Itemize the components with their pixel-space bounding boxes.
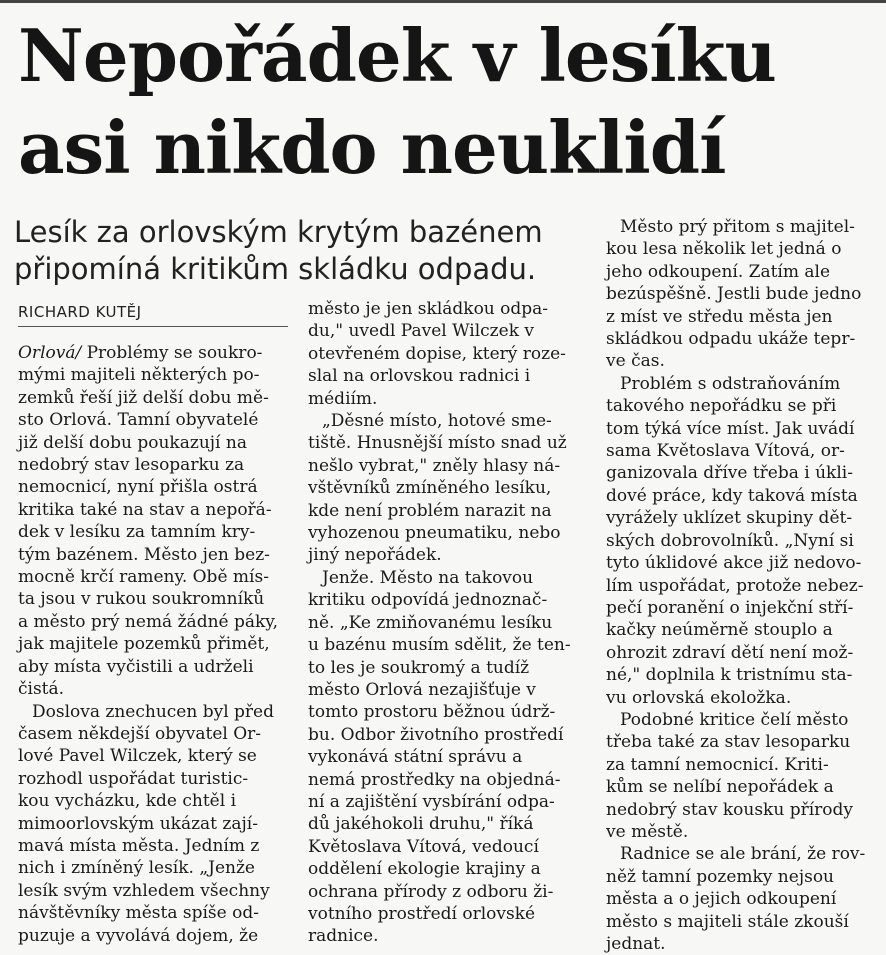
text-line: tým bazénem. Město jen bez- — [18, 544, 270, 565]
text-line: otevřeném dopise, který roze- — [308, 343, 566, 364]
text-line: sama Květoslava Vítová, or- — [606, 441, 845, 462]
article-column-1 — [18, 342, 290, 947]
text-line: nešlo vybrat," zněly hlasy ná- — [308, 455, 561, 476]
text-line: votního prostředí orlovské — [308, 903, 536, 924]
text-line: vyrážely uklízet skupiny dět- — [606, 508, 853, 529]
text-line: Jenže. Město na takovou — [322, 567, 534, 588]
text-line: kou lesa několik let jedná o — [606, 239, 842, 260]
text-line: ve městě. — [606, 821, 689, 842]
text-line: pečí poranění o injekční stří- — [606, 597, 854, 618]
text-line: takového nepořádku se při — [606, 396, 837, 417]
text-line: dů jakéhokoli druhu," říká — [308, 814, 534, 835]
text-line: né," doplnila k tristnímu sta- — [606, 665, 853, 686]
text-line: u bazénu musím sdělit, že ten- — [308, 635, 571, 656]
text-line: třeba také za stav lesoparku — [606, 732, 851, 753]
text-line: Podobné kritice čelí město — [620, 709, 849, 730]
text-line: časem někdejší obyvatel Or- — [18, 723, 262, 744]
article-column-2 — [308, 298, 593, 948]
text-line: mocně krčí rameny. Obě mís- — [18, 567, 269, 588]
headline — [18, 10, 878, 194]
text-line: mými majiteli některých po- — [18, 365, 260, 386]
text-line: čistá. — [18, 679, 65, 700]
text-line: slal na orlovskou radnici i — [308, 366, 531, 387]
text-line: vštěvníků zmíněného lesíku, — [308, 478, 552, 499]
text-line: nedobrý stav kousku přírody — [606, 799, 853, 820]
text-line: skládkou odpadu ukáže tepr- — [606, 329, 856, 350]
text-line: dové práce, kdy taková místa — [606, 485, 858, 506]
text-line: aby místa vyčistili a udrželi — [18, 656, 254, 677]
text-line: ochrana přírody z odboru ži- — [308, 881, 554, 902]
text-line: Orlová/ Problémy se soukro- — [18, 343, 263, 363]
text-line: lové Pavel Wilczek, který se — [18, 746, 257, 767]
text-line: nedobrý stav lesoparku za — [18, 455, 245, 476]
text-line: bu. Odbor životního prostředí — [308, 724, 564, 745]
text-line: dek v lesíku za tamním kry- — [18, 522, 256, 543]
article-column-3 — [606, 216, 884, 955]
text-line: Květoslava Vítová, vedoucí — [308, 836, 539, 857]
text-line: již delší dobu poukazují na — [18, 432, 247, 453]
text-line: ní a zajištění vysbírání odpa- — [308, 791, 555, 812]
text-line: lím uspořádat, protože nebez- — [606, 575, 864, 596]
text-line: jiný nepořádek. — [308, 545, 442, 566]
text-line: zemků řeší již delší dobu mě- — [18, 387, 269, 408]
text-line: tom týká více míst. Jak uvádí — [606, 418, 855, 439]
subtitle — [14, 214, 594, 288]
text-line: nich i zmíněný lesík. „Jenže — [18, 858, 255, 879]
text-line: za tamní nemocnicí. Kriti- — [606, 754, 829, 775]
text-line: Radnice se ale brání, že rov- — [620, 844, 866, 865]
text-line: tiště. Hnusnější místo snad už — [308, 433, 567, 454]
subtitle-line-2: připomíná kritikům skládku odpadu. — [14, 252, 537, 286]
text-line: jak majitele pozemků přimět, — [18, 634, 270, 655]
text-line: návštěvníky města spíše od- — [18, 903, 259, 924]
text-line: Doslova znechucen byl před — [32, 701, 275, 722]
text-line: kritiku odpovídá jednoznač- — [308, 590, 548, 611]
text-line: vykonává státní správu a — [308, 747, 523, 768]
author-byline: RICHARD KUTĚJ — [18, 302, 288, 327]
headline-line-2: asi nikdo neuklidí — [18, 105, 726, 190]
text-line: ganizovala dříve třeba i úkli- — [606, 463, 853, 484]
text-line: „Děsné místo, hotové sme- — [322, 411, 552, 432]
text-line: mimoorlovským ukázat zají- — [18, 813, 258, 834]
text-line: puzuje a vyvolává dojem, že — [18, 925, 259, 946]
text-line: kům se nelíbí nepořádek a — [606, 777, 834, 798]
text-line: lesík svým vzhledem všechny — [18, 880, 270, 901]
text-line: ohrozit zdraví dětí není mož- — [606, 642, 854, 663]
text-line: médiím. — [308, 388, 378, 409]
text-line: kritika také na stav a nepořá- — [18, 499, 272, 520]
top-rule — [0, 0, 886, 3]
text-line: město s majiteli stále zkouší — [606, 911, 849, 932]
text-line: město Orlová nezajišťuje v — [308, 679, 536, 700]
text-line: Město prý přitom s majitel- — [620, 217, 855, 237]
text-line: radnice. — [308, 926, 379, 947]
text-line: oddělení ekologie krajiny a — [308, 859, 541, 880]
text-line: města a o jejich odkoupení — [606, 889, 837, 910]
headline-line-1: Nepořádek v lesíku — [18, 13, 776, 98]
text-line: ta jsou v rukou soukromníků — [18, 589, 265, 610]
dateline-place: Orlová/ — [18, 343, 82, 363]
text-line: nemocnicí, nyní přišla ostrá — [18, 477, 258, 498]
text-line: jeho odkoupení. Zatím ale — [606, 261, 831, 282]
text-line: a město prý nemá žádné páky, — [18, 611, 279, 632]
text-line: mavá místa města. Jedním z — [18, 835, 260, 856]
text-line: ských dobrovolníků. „Nyní si — [606, 530, 854, 551]
text-line: tyto úklidové akce již nedovo- — [606, 553, 862, 574]
text-line: du," uvedl Pavel Wilczek v — [308, 321, 535, 342]
text-line: něž tamní pozemky nejsou — [606, 866, 834, 887]
text-line: kačky neúměrně stouplo a — [606, 620, 833, 641]
text-line: nemá prostředky na objedná- — [308, 769, 561, 790]
text-line: vyhozenou pneumatiku, nebo — [308, 523, 561, 544]
text-line: jednat. — [606, 934, 666, 954]
subtitle-line-1: Lesík za orlovským krytým bazénem — [14, 215, 543, 249]
text-line: rozhodl uspořádat turistic- — [18, 768, 249, 789]
text-line: bezúspěšně. Jestli bude jedno — [606, 284, 862, 305]
text-line: kde není problém narazit na — [308, 500, 552, 521]
text-line: ně. „Ke zmiňovanému lesíku — [308, 612, 553, 633]
text-line: Problém s odstraňováním — [620, 373, 841, 394]
text-line: to les je soukromý a tudíž — [308, 657, 530, 678]
text-line: město je jen skládkou odpa- — [308, 299, 549, 319]
text-line: vu orlovská ekoložka. — [606, 687, 792, 708]
text-line: ve čas. — [606, 351, 665, 372]
text-line: kou vycházku, kde chtěl i — [18, 791, 237, 812]
text-line: z míst ve středu města jen — [606, 306, 833, 327]
text-line: tomto prostoru běžnou údrž- — [308, 702, 556, 723]
text-line: sto Orlová. Tamní obyvatelé — [18, 410, 259, 431]
